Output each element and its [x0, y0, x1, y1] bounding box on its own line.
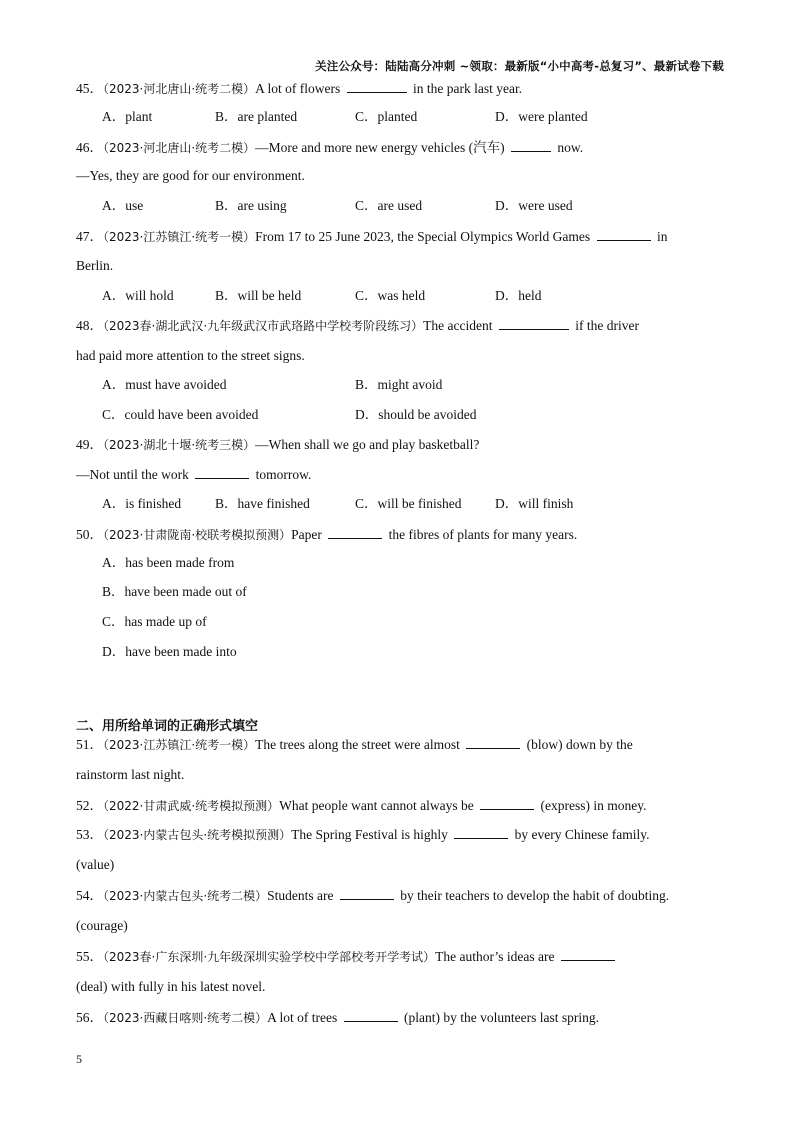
question-number: 52． [76, 798, 103, 813]
question-text: (express) in money. [540, 798, 647, 813]
question-number: 47． [76, 229, 103, 244]
option-d[interactable]: D．were used [495, 198, 573, 213]
question-source: （2023·西藏日喀则·统考二模） [103, 1011, 268, 1025]
option-a[interactable]: A．has been made from [102, 555, 235, 570]
answer-blank[interactable] [499, 317, 569, 330]
question-text: —When shall we go and play basketball? [255, 437, 480, 452]
option-b[interactable]: B．will be held [215, 288, 302, 303]
option-c[interactable]: C．has made up of [102, 614, 207, 629]
question-number: 50． [76, 527, 103, 542]
question-text: The trees along the street were almost [255, 737, 460, 752]
page-number: 5 [76, 1052, 82, 1066]
question-source: （2023·江苏镇江·统考一模） [103, 230, 256, 244]
question-text: by every Chinese family. [514, 827, 650, 842]
question-number: 48． [76, 318, 103, 333]
question-text: Paper [291, 527, 322, 542]
question-53-line2: (value) [76, 857, 115, 872]
option-b[interactable]: B．have been made out of [102, 584, 247, 599]
question-number: 55． [76, 949, 103, 964]
question-text: —More and more new energy vehicles (汽车) [255, 140, 505, 155]
option-d[interactable]: D．were planted [495, 109, 588, 124]
option-c[interactable]: C．will be finished [355, 496, 462, 511]
question-text: in the park last year. [413, 81, 523, 96]
question-number: 53． [76, 827, 103, 842]
option-a[interactable]: A．is finished [102, 496, 182, 511]
option-c[interactable]: C．could have been avoided [102, 407, 259, 422]
answer-blank[interactable] [511, 139, 551, 152]
question-text: now. [557, 140, 584, 155]
answer-blank[interactable] [347, 80, 407, 93]
answer-blank[interactable] [454, 826, 508, 839]
question-number: 49． [76, 437, 103, 452]
question-52 [76, 797, 646, 814]
answer-blank[interactable] [466, 736, 520, 749]
question-54 [76, 887, 669, 904]
question-text: The Spring Festival is highly [291, 827, 448, 842]
answer-blank[interactable] [195, 466, 249, 479]
answer-blank[interactable] [328, 526, 382, 539]
question-51-line2: rainstorm last night. [76, 767, 185, 782]
question-51 [76, 736, 633, 753]
question-text: —Not until the work [76, 467, 189, 482]
question-number: 51． [76, 737, 103, 752]
question-number: 46． [76, 140, 103, 155]
question-46 [76, 139, 583, 156]
question-text: The author’s ideas are [435, 949, 555, 964]
question-48-line2: had paid more attention to the street signs. [76, 348, 305, 363]
question-text: tomorrow. [255, 467, 312, 482]
question-text: What people want cannot always be [279, 798, 474, 813]
question-source: （2023·江苏镇江·统考一模） [103, 738, 256, 752]
option-c[interactable]: C．was held [355, 288, 426, 303]
question-source: （2023·内蒙古包头·统考模拟预测） [103, 828, 292, 842]
answer-blank[interactable] [340, 887, 394, 900]
question-50 [76, 526, 577, 543]
question-text: A lot of trees [267, 1010, 338, 1025]
question-54-line2: (courage) [76, 918, 128, 933]
option-d[interactable]: D．should be avoided [355, 407, 477, 422]
question-49 [76, 437, 479, 453]
question-53 [76, 826, 650, 843]
question-47 [76, 228, 667, 245]
option-d[interactable]: D．have been made into [102, 644, 237, 659]
question-text: Students are [267, 888, 334, 903]
answer-blank[interactable] [597, 228, 651, 241]
question-text: if the driver [575, 318, 639, 333]
question-source: （2023·湖北十堰·统考三模） [103, 438, 256, 452]
question-text: A lot of flowers [255, 81, 341, 96]
option-b[interactable]: B．might avoid [355, 377, 443, 392]
question-text: From 17 to 25 June 2023, the Special Olympics World Games [255, 229, 591, 244]
question-source: （2023·河北唐山·统考二模） [103, 82, 256, 96]
question-45 [76, 80, 522, 97]
question-55-line2: (deal) with fully in his latest novel. [76, 979, 266, 994]
question-source: （2023·甘肃陇南·校联考模拟预测） [103, 528, 292, 542]
question-text: (plant) by the volunteers last spring. [404, 1010, 600, 1025]
question-text: by their teachers to develop the habit of doubting. [400, 888, 670, 903]
answer-blank[interactable] [561, 948, 615, 961]
question-text: The accident [423, 318, 493, 333]
option-a[interactable]: A．will hold [102, 288, 174, 303]
option-a[interactable]: A．use [102, 198, 144, 213]
question-number: 56． [76, 1010, 103, 1025]
question-56 [76, 1009, 599, 1026]
option-c[interactable]: C．planted [355, 109, 418, 124]
question-number: 54． [76, 888, 103, 903]
question-number: 45． [76, 81, 103, 96]
option-b[interactable]: B．have finished [215, 496, 310, 511]
page-header: 关注公众号：陆陆高分冲刺 ~领取：最新版“小中高考-总复习”、最新试卷下载 [315, 59, 724, 73]
option-a[interactable]: A．must have avoided [102, 377, 227, 392]
question-source: （2023·河北唐山·统考二模） [103, 141, 256, 155]
answer-blank[interactable] [344, 1009, 398, 1022]
option-b[interactable]: B．are planted [215, 109, 298, 124]
question-text: (blow) down by the [526, 737, 633, 752]
question-source: （2023·内蒙古包头·统考二模） [103, 889, 268, 903]
section-heading: 二、用所给单词的正确形式填空 [76, 719, 259, 734]
question-source: （2023春·湖北武汉·九年级武汉市武珞路中学校考阶段练习） [103, 319, 424, 333]
question-text: in [656, 229, 668, 244]
question-46-line2: —Yes, they are good for our environment. [76, 168, 305, 183]
question-49-line2 [76, 466, 311, 483]
option-b[interactable]: B．are using [215, 198, 287, 213]
question-48 [76, 317, 639, 334]
question-47-line2: Berlin. [76, 258, 114, 273]
question-55 [76, 948, 618, 965]
option-d[interactable]: D．held [495, 288, 542, 303]
question-text: the fibres of plants for many years. [388, 527, 578, 542]
option-d[interactable]: D．will finish [495, 496, 574, 511]
option-a[interactable]: A．plant [102, 109, 153, 124]
option-c[interactable]: C．are used [355, 198, 423, 213]
question-source: （2023春·广东深圳·九年级深圳实验学校中学部校考开学考试） [103, 950, 436, 964]
question-source: （2022·甘肃武威·统考模拟预测） [103, 799, 280, 813]
answer-blank[interactable] [480, 797, 534, 810]
